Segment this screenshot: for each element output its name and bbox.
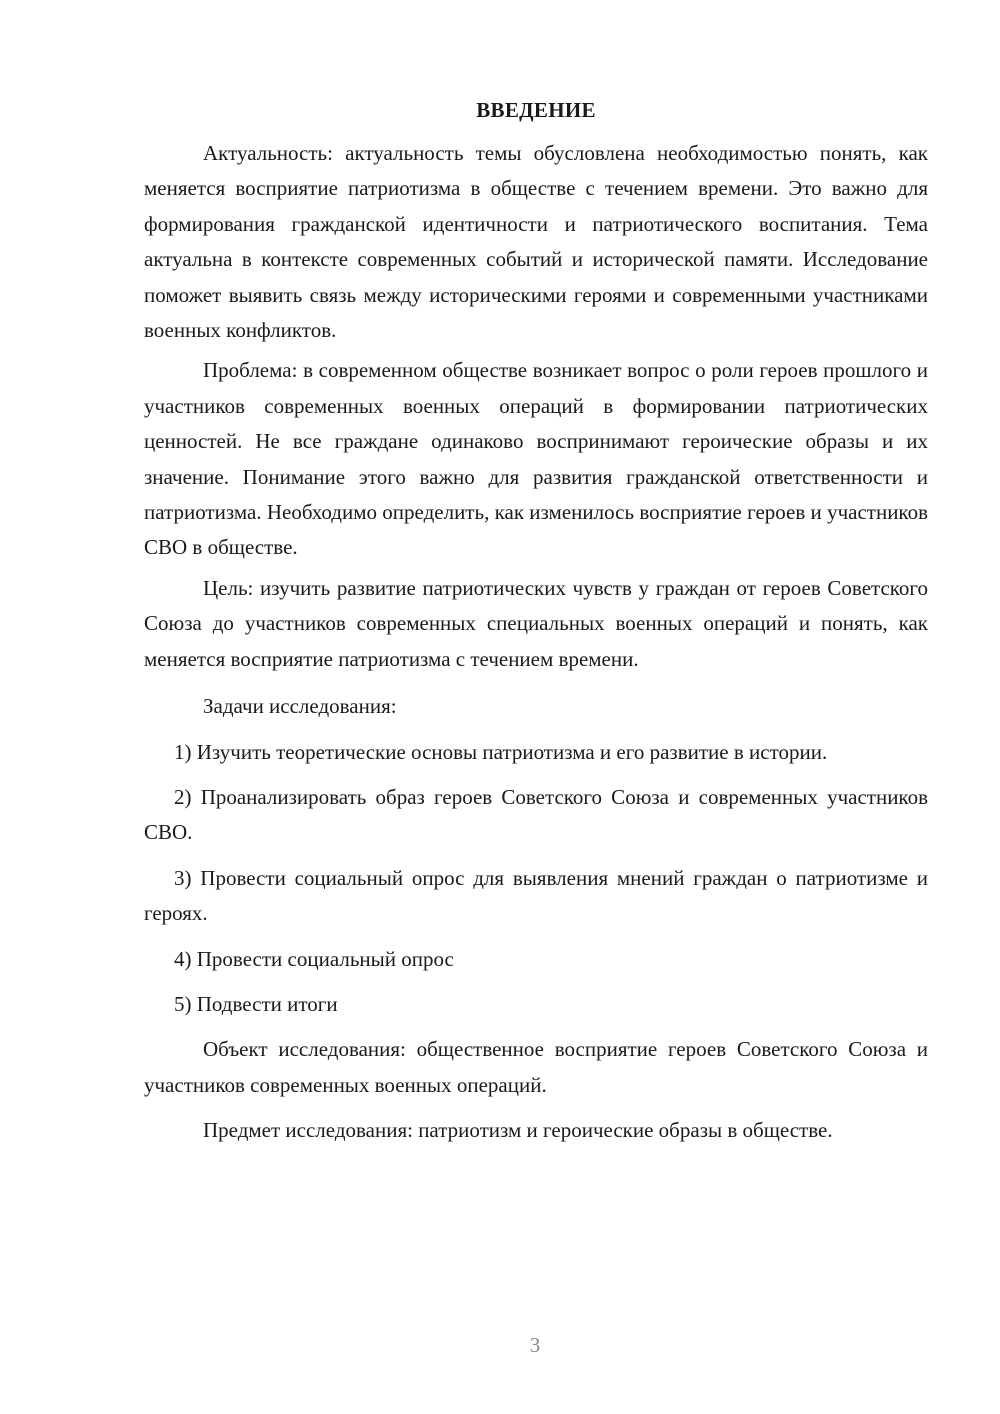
tasks-heading: Задачи исследования: (203, 694, 397, 719)
goal-paragraph: Цель: изучить развитие патриотических чувств у граждан от героев Советского Союза до участников современных специальных военных операций и понять, как меняется восприятие патриотизма с течением времени. (144, 575, 928, 671)
page-number: 3 (529, 1333, 541, 1357)
subject-paragraph: Предмет исследования: патриотизм и героические образы в обществе. (203, 1118, 833, 1143)
relevance-paragraph: Актуальность: актуальность темы обусловлена необходимостью понять, как меняется восприятие патриотизма в обществе с течением времени. Это важно для формирования гражданской идентичности и патриотического воспитания. Тема актуальна в контексте современных событий и исторической памяти. Исследование поможет выявить связь между историческими героями и современными участниками военных конфликтов. (144, 141, 928, 343)
document-page (144, 96, 928, 1154)
problem-paragraph: Проблема: в современном обществе возникает вопрос о роли героев прошлого и участников современных военных операций в формировании патриотических ценностей. Не все граждане одинаково воспринимают героические образы и их значение. Понимание этого важно для развития гражданской ответственности и патриотизма. Необходимо определить, как изменилось восприятие героев и участников СВО в обществе. (144, 358, 928, 560)
section-heading: ВВЕДЕНИЕ (476, 98, 596, 122)
task-item-5: 5) Подвести итоги (174, 991, 338, 1016)
task-item-3: 3) Провести социальный опрос для выявления мнений граждан о патриотизме и героях. (144, 865, 928, 926)
task-item-4: 4) Провести социальный опрос (174, 946, 454, 971)
task-item-1: 1) Изучить теоретические основы патриотизма и его развитие в истории. (174, 739, 828, 764)
task-item-2: 2) Проанализировать образ героев Советского Союза и современных участников СВО. (144, 784, 928, 845)
object-paragraph: Объект исследования: общественное восприятие героев Советского Союза и участников современных военных операций. (144, 1037, 928, 1097)
